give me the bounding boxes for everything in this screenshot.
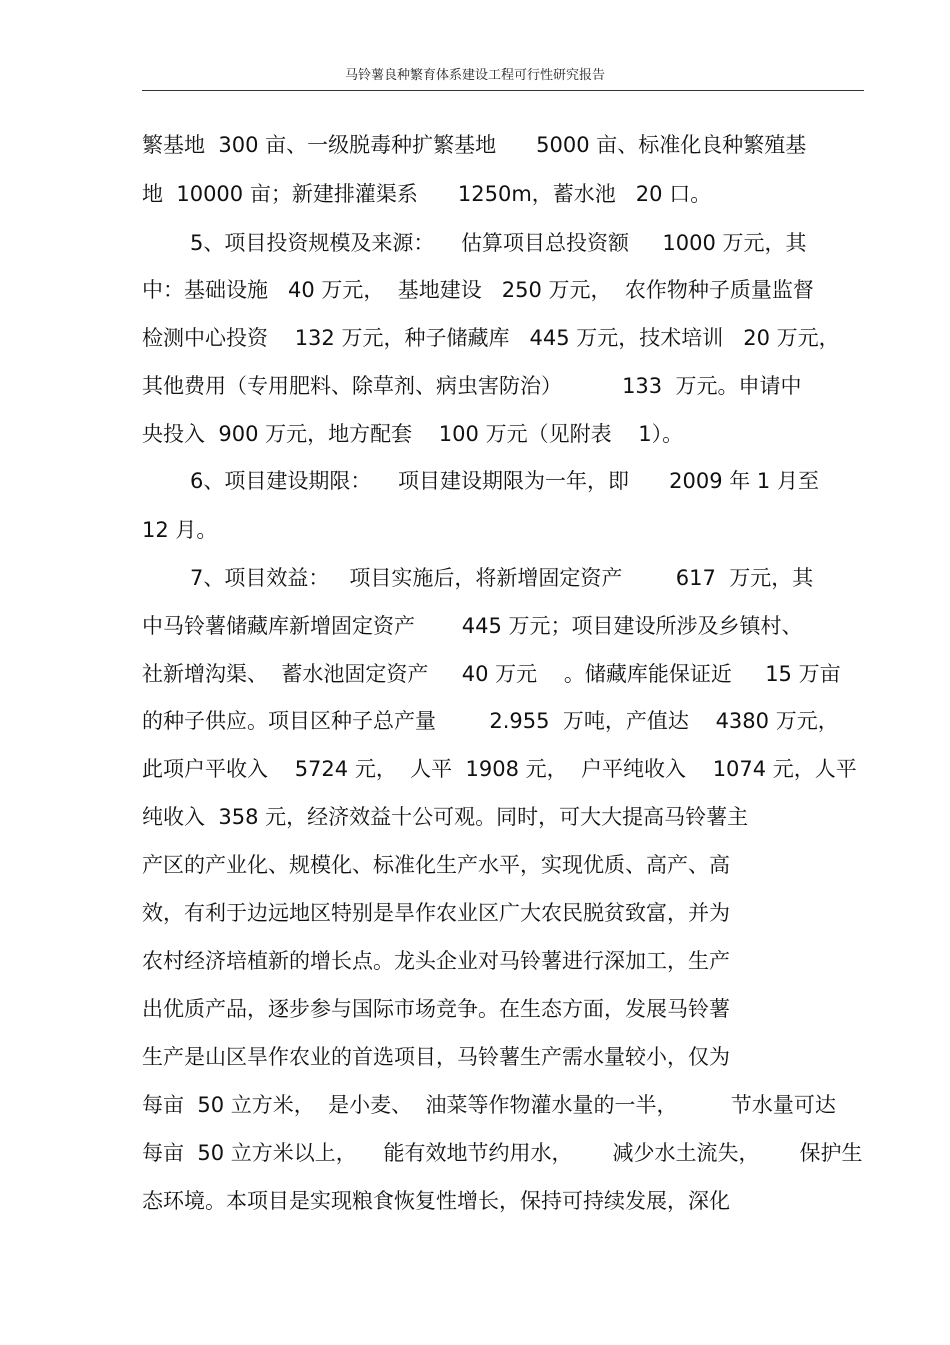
running-header: 马铃薯良种繁育体系建设工程可行性研究报告 (344, 68, 605, 83)
text-line: 7、项目效益： 项目实施后，将新增固定资产 617 万元，其 (190, 566, 814, 590)
text-line: 此项户平收入 5724 元， 人平 1908 元， 户平纯收入 1074 元，人平 (142, 757, 857, 781)
text-line: 12 月。 (142, 518, 218, 542)
text-line: 的种子供应。项目区种子总产量 2.955 万吨，产值达 4380 万元， (142, 709, 839, 733)
text-line: 每亩 50 立方米以上， 能有效地节约用水， 减少水土流失， 保护生 (142, 1141, 863, 1165)
text-line: 出优质产品，逐步参与国际市场竞争。在生态方面，发展马铃薯 (142, 997, 730, 1021)
text-line: 每亩 50 立方米， 是小麦、 油菜等作物灌水量的一半， 节水量可达 (142, 1093, 836, 1117)
text-line: 中马铃薯储藏库新增固定资产 445 万元；项目建设所涉及乡镇村、 (142, 614, 803, 638)
text-line: 农村经济培植新的增长点。龙头企业对马铃薯进行深加工，生产 (142, 949, 730, 973)
text-line: 央投入 900 万元，地方配套 100 万元（见附表 1）。 (142, 422, 684, 446)
text-line: 生产是山区旱作农业的首选项目，马铃薯生产需水量较小，仅为 (142, 1045, 730, 1069)
header-rule (142, 90, 864, 91)
text-line: 5、项目投资规模及来源： 估算项目总投资额 1000 万元，其 (190, 231, 807, 255)
text-line: 产区的产业化、规模化、标准化生产水平，实现优质、高产、高 (142, 853, 730, 877)
text-line: 中：基础设施 40 万元， 基地建设 250 万元， 农作物种子质量监督 (142, 278, 814, 302)
text-line: 其他费用（专用肥料、除草剂、病虫害防治） 133 万元。申请中 (142, 374, 802, 398)
text-line: 社新增沟渠、 蓄水池固定资产 40 万元 。储藏库能保证近 15 万亩 (142, 662, 841, 686)
text-line: 6、项目建设期限： 项目建设期限为一年，即 2009 年 1 月至 (190, 469, 819, 493)
text-line: 地 10000 亩；新建排灌渠系 1250m，蓄水池 20 口。 (142, 182, 712, 206)
text-line: 态环境。本项目是实现粮食恢复性增长，保持可持续发展，深化 (142, 1189, 730, 1213)
text-line: 效，有利于边远地区特别是旱作农业区广大农民脱贫致富，并为 (142, 901, 730, 925)
text-line: 检测中心投资 132 万元，种子储藏库 445 万元，技术培训 20 万元， (142, 326, 840, 350)
text-line: 纯收入 358 元，经济效益十公可观。同时，可大大提高马铃薯主 (142, 805, 749, 829)
text-line: 繁基地 300 亩、一级脱毒种扩繁基地 5000 亩、标准化良种繁殖基 (142, 133, 807, 157)
